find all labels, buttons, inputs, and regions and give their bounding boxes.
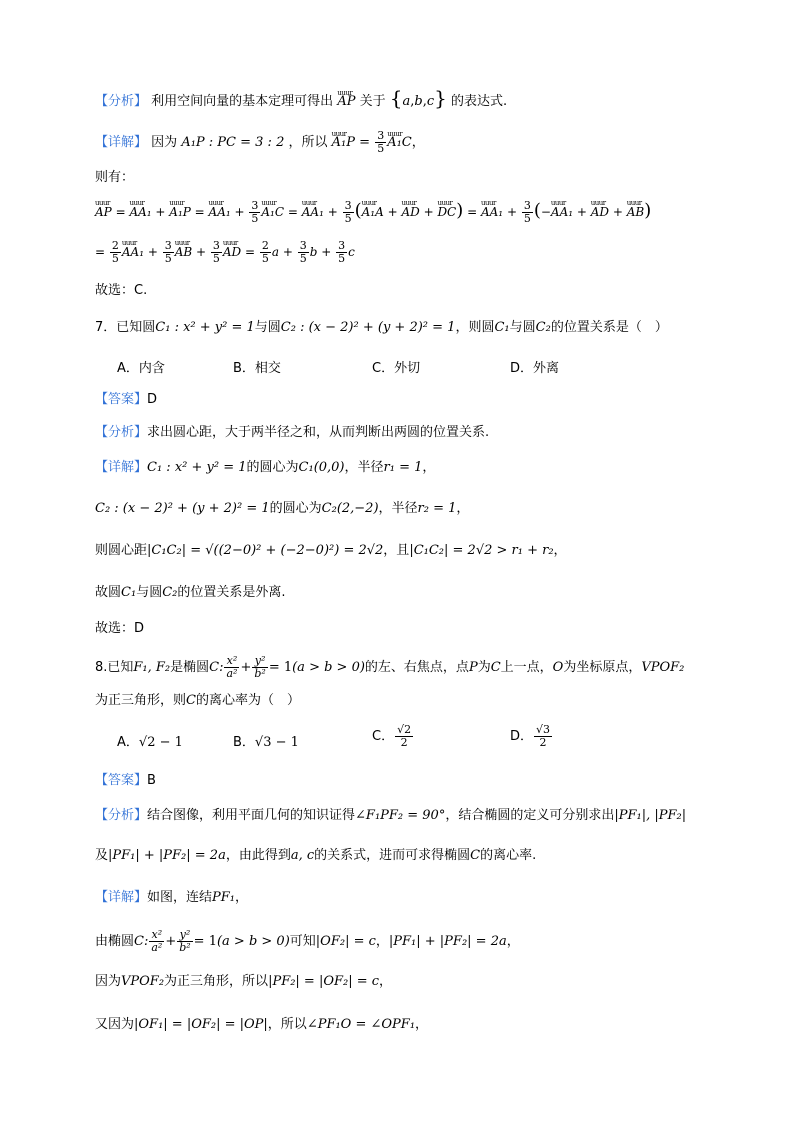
q8-stem-1: 8.已知F₁, F₂是椭圆C: $\frac{\text{x²}}{\text{a²}}$ + $\frac{\text{y²}}{\text{b²}}$ = 1(a > b > 0)的左、右焦点，点P为C上一点，O为坐标原点，VPOF₂ xyxy=(95,654,685,680)
q7-option-b: B．相交 xyxy=(233,361,281,376)
q7-detail-1: 【详解】C₁ : x² + y² = 1的圆心为C₁(0,0)，半径r₁ = 1， xyxy=(95,460,436,475)
q8-answer: 【答案】B xyxy=(95,773,156,788)
q7-distance: 则圆心距|C₁C₂| = √((2−0)² + (−2−0)²) = 2√2，且|C₁C₂| = 2√2 > r₁ + r₂， xyxy=(95,543,567,558)
q8-stem-2: 为正三角形，则C的离心率为（ ） xyxy=(95,693,300,708)
q7-answer: 【答案】D xyxy=(95,392,158,407)
q7-choice: 故选：D xyxy=(95,621,145,636)
q7-conclusion: 故圆C₁与圆C₂的位置关系是外离. xyxy=(95,585,286,600)
q7-option-a: A．内含 xyxy=(117,361,165,376)
q7-option-c: C．外切 xyxy=(372,361,421,376)
q7-detail-2: C₂ : (x − 2)² + (y + 2)² = 1的圆心为C₂(2,−2)，半径r₂ = 1， xyxy=(95,501,470,516)
q8-option-d: D． $\frac{√3}{2}$ xyxy=(510,723,551,749)
q6-detail: 【详解】 因为 A₁P : PC = 3 : 2 ，所以 uuur A₁P = $\frac{3}{5}$ uuur A₁C， xyxy=(95,130,425,155)
fraction-3-5: $\frac{3}{5}$ xyxy=(377,129,385,155)
q8-detail-3: 因为VPOF₂为正三角形，所以|PF₂| = |OF₂| = c， xyxy=(95,974,393,989)
q8-option-c: C． $\frac{√2}{2}$ xyxy=(372,723,412,749)
q7-stem: 7．已知圆C₁ : x² + y² = 1与圆C₂ : (x − 2)² + (y + 2)² = 1，则圆C₁与圆C₂的位置关系是（ ） xyxy=(95,320,668,335)
analysis-tag: 【分析】 xyxy=(95,94,148,109)
q8-detail-2: 由椭圆C: $\frac{\text{x²}}{\text{a²}}$ + $\frac{\text{y²}}{\text{b²}}$ = 1(a > b > 0)可知|OF₂| = c，|PF₁| + |PF₂| = 2a， xyxy=(95,928,520,954)
detail-tag: 【详解】 xyxy=(95,135,148,150)
q6-zeyou: 则有： xyxy=(95,170,135,185)
q8-option-a: A．√2 − 1 xyxy=(117,735,183,750)
vector-ap: uuur AP xyxy=(337,92,355,112)
q6-equation-2: = $\frac{2}{5}$ uuur AA₁ + $\frac{3}{5}$ uuur AB + $\frac{3}{5}$ uuur AD = $\frac{2}{5}$ a + $\frac{3}{5}$ b + $\frac{3}{5}$ c xyxy=(95,240,355,265)
q8-analysis-2: 及|PF₁| + |PF₂| = 2a，由此得到a, c的关系式，进而可求得椭圆C的离心率. xyxy=(95,848,537,863)
basis-set: { xyxy=(389,86,403,110)
q6-analysis-text: 利用空间向量的基本定理可得出 xyxy=(151,94,334,109)
q7-analysis: 【分析】求出圆心距，大于两半径之和，从而判断出两圆的位置关系. xyxy=(95,425,490,440)
q6-analysis: 【分析】 利用空间向量的基本定理可得出 uuur AP 关于 {a,b,c} 的表达式. xyxy=(95,88,507,112)
q6-choice: 故选：C. xyxy=(95,283,148,298)
q6-equation-1: uuur AP = uuur AA₁ + uuur A₁P = uuur AA₁ + $\frac{3}{5}$ uuur A₁C = uuur AA₁ + $\frac{3}{5}$ (uuur A₁A + uuur AD + uuur DC) = uuur AA₁ + $\frac{3}{5}$ (−uuur AA₁ + uuur AD + uuur AB) xyxy=(95,200,651,225)
q7-option-d: D．外离 xyxy=(510,361,560,376)
q8-analysis-1: 【分析】结合图像，利用平面几何的知识证得∠F₁PF₂ = 90°，结合椭圆的定义可分别求出|PF₁|, |PF₂| xyxy=(95,808,687,823)
q8-option-b: B．√3 − 1 xyxy=(233,735,299,750)
q8-detail-1: 【详解】如图，连结PF₁， xyxy=(95,890,249,905)
q8-detail-4: 又因为|OF₁| = |OF₂| = |OP|，所以∠PF₁O = ∠OPF₁， xyxy=(95,1017,429,1032)
